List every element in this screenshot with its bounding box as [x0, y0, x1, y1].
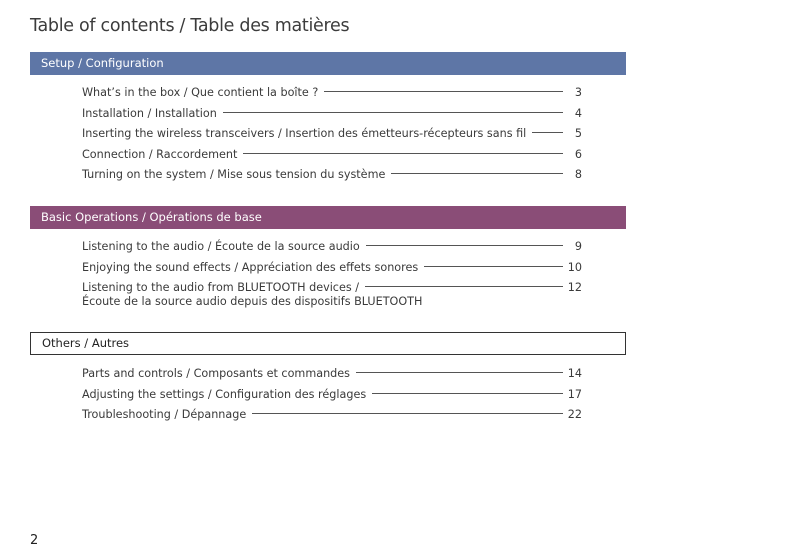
leader-line: [372, 393, 563, 394]
section-heading-setup: Setup / Configuration: [30, 52, 626, 75]
toc-entry-label: Adjusting the settings / Configuration des réglages: [82, 388, 367, 401]
toc-entry-label: Listening to the audio / Écoute de la source audio: [82, 240, 360, 253]
toc-entry-label: Parts and controls / Composants et commandes: [82, 367, 350, 380]
toc-entry-turning-on[interactable]: [82, 167, 582, 182]
toc-entry-sound-effects[interactable]: [82, 260, 582, 275]
toc-entry-page: 9: [574, 240, 582, 253]
page-title: Table of contents / Table des matières: [30, 16, 350, 36]
toc-entry-label: Turning on the system / Mise sous tension du système: [82, 168, 386, 181]
toc-entry-label: Troubleshooting / Dépannage: [82, 408, 247, 421]
toc-entry-page: 22: [567, 408, 582, 421]
toc-entry-bluetooth-audio[interactable]: [82, 280, 582, 312]
toc-entry-installation[interactable]: [82, 106, 582, 121]
toc-entry-label: Installation / Installation: [82, 107, 217, 120]
toc-entry-parts-controls[interactable]: [82, 366, 582, 381]
leader-line: [424, 266, 563, 267]
leader-line: [532, 132, 563, 133]
toc-entry-listening-audio[interactable]: [82, 239, 582, 254]
leader-line: [391, 173, 563, 174]
toc-entry-adjusting-settings[interactable]: [82, 387, 582, 402]
toc-entry-label: Listening to the audio from BLUETOOTH devices /: [82, 281, 359, 294]
toc-entry-label: Enjoying the sound effects / Appréciation des effets sonores: [82, 261, 419, 274]
toc-entry-label-continued: Écoute de la source audio depuis des dispositifs BLUETOOTH: [82, 295, 423, 308]
toc-entry-troubleshooting[interactable]: [82, 407, 582, 422]
toc-entry-page: 5: [574, 127, 582, 140]
toc-entry-label: What’s in the box / Que contient la boîte ?: [82, 86, 319, 99]
leader-line: [356, 372, 563, 373]
toc-entry-inserting-transceivers[interactable]: [82, 126, 582, 141]
toc-entry-page: 4: [574, 107, 582, 120]
toc-entry-whats-in-the-box[interactable]: [82, 85, 582, 100]
leader-line: [252, 413, 563, 414]
toc-entry-page: 10: [567, 261, 582, 274]
toc-entry-page: 8: [574, 168, 582, 181]
section-heading-basic-operations: Basic Operations / Opérations de base: [30, 206, 626, 229]
leader-line: [324, 91, 563, 92]
toc-entry-label: Inserting the wireless transceivers / Insertion des émetteurs-récepteurs sans fil: [82, 127, 527, 140]
toc-entry-label: Connection / Raccordement: [82, 148, 238, 161]
leader-line: [365, 286, 563, 287]
toc-entry-page: 14: [567, 367, 582, 380]
toc-entry-page: 12: [567, 281, 582, 294]
page-number: 2: [30, 533, 39, 548]
toc-entry-page: 3: [574, 86, 582, 99]
leader-line: [243, 153, 563, 154]
section-heading-others: Others / Autres: [30, 332, 626, 355]
leader-line: [366, 245, 563, 246]
toc-entry-connection[interactable]: [82, 147, 582, 162]
toc-entry-page: 17: [567, 388, 582, 401]
leader-line: [223, 112, 563, 113]
toc-entry-page: 6: [574, 148, 582, 161]
